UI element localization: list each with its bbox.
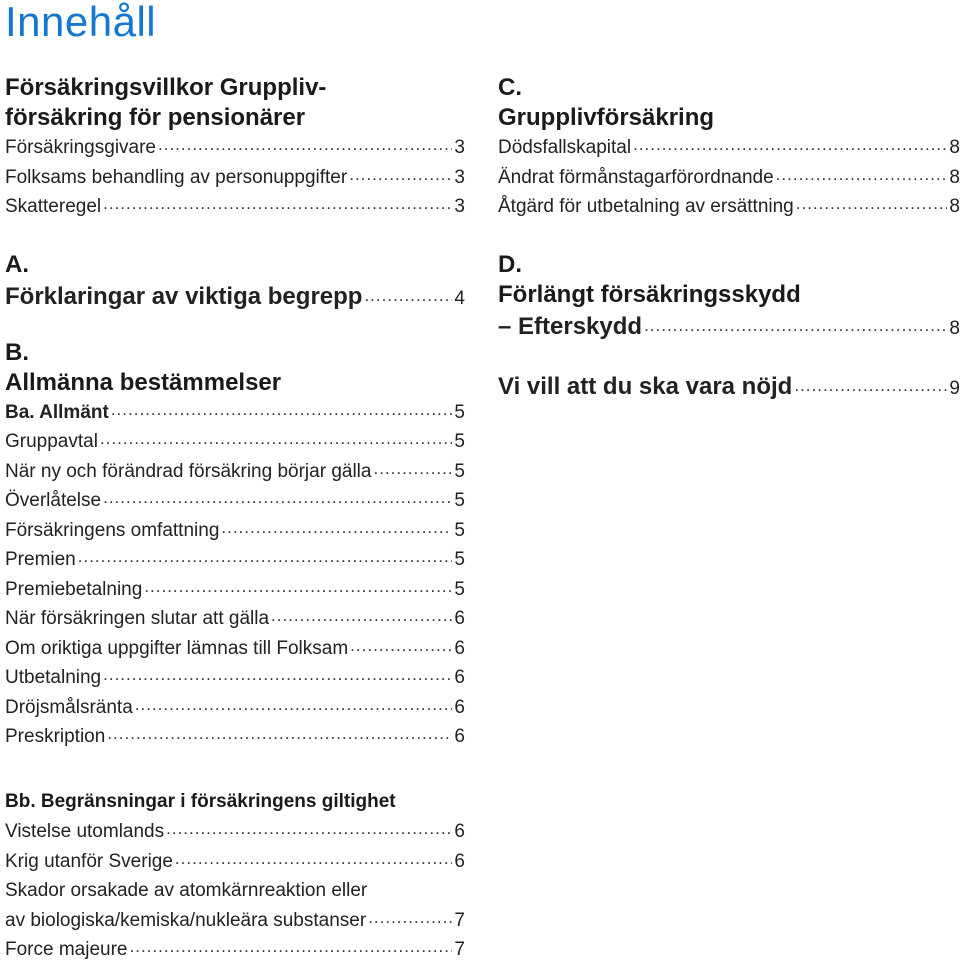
section-a-letter: A. [5,250,29,278]
page-title: Innehåll [5,0,157,45]
toc-entry-page: 3 [454,166,465,188]
section-b-letter: B. [5,338,29,366]
intro-heading-line-1: Försäkringsvillkor Gruppliv- [5,74,327,101]
toc-entry-page: 5 [454,549,465,570]
toc-entry-page: 5 [454,490,465,511]
toc-entry-premien[interactable] [5,545,465,575]
dot-leader [364,280,452,304]
section-d-title-line2: – Efterskydd [498,312,643,340]
section-a-title: Förklaringar av viktiga begrepp [5,282,363,310]
toc-entry-page: 8 [949,317,960,339]
toc-entry-premiebetalning[interactable] [5,575,465,605]
toc-entry-atomkarnreaktion[interactable] [5,906,465,936]
toc-entry-ny-forsakring[interactable] [5,457,465,487]
toc-entry-page: 6 [454,637,465,659]
dot-leader [103,664,452,683]
toc-entry-page: 6 [454,850,465,872]
toc-entry-label: Gruppavtal [5,431,98,452]
toc-entry-atomkarnreaktion-line1: Skador orsakade av atomkärnreaktion eller [5,880,368,901]
dot-leader [130,936,453,955]
toc-entry-page: 6 [454,667,465,688]
toc-entry-label: När ny och förändrad försäkring börjar gälla [5,460,372,482]
toc-entry-label: Dödsfallskapital [498,137,632,158]
toc-entry-ba-allmant[interactable] [5,398,465,428]
dot-leader [103,487,452,506]
toc-entry-overlatelse[interactable] [5,486,465,516]
toc-entry-drojsmalsranta[interactable] [5,693,465,723]
toc-entry-page: 5 [454,460,465,482]
toc-entry-page: 5 [454,519,465,541]
toc-entry-page: 6 [454,726,465,747]
toc-entry-label: Ba. Allmänt [5,401,109,423]
toc-entry-personuppgifter[interactable] [5,163,465,193]
dot-leader [107,723,452,742]
toc-entry-oriktiga-uppgifter[interactable] [5,634,465,664]
toc-right-column [498,73,960,404]
toc-entry-page: 9 [949,377,960,399]
toc-entry-label: av biologiska/kemiska/nukleära substanser [5,909,367,931]
dot-leader [103,193,452,212]
dot-leader [776,164,948,183]
toc-entry-label: Överlåtelse [5,490,102,511]
dot-leader [144,576,452,595]
toc-entry-page: 5 [454,401,465,423]
toc-entry-label: Försäkringsgivare [5,137,156,158]
section-b-title: Allmänna bestämmelser [5,368,282,396]
toc-entry-atgard-utbetalning[interactable] [498,192,960,222]
toc-entry-formanstagare[interactable] [498,163,960,193]
dot-leader [78,546,453,565]
toc-entry-force-majeure[interactable] [5,935,465,965]
toc-entry-label: Om oriktiga uppgifter lämnas till Folksam [5,637,349,659]
toc-entry-dodsfallskapital[interactable] [498,133,960,163]
toc-entry-label: Premiebetalning [5,578,143,600]
dot-leader [350,635,452,654]
dot-leader [111,399,453,418]
toc-entry-label: Folksams behandling av personuppgifter [5,166,348,188]
dot-leader [271,605,452,624]
toc-entry-slutar-galla[interactable] [5,604,465,634]
toc-entry-label: Försäkringens omfattning [5,519,220,541]
toc-entry-section-a[interactable] [5,280,465,314]
toc-entry-forsakringsgivare[interactable] [5,133,465,163]
toc-entry-page: 3 [454,137,465,158]
section-c-title: Grupplivförsäkring [498,104,715,131]
section-c-letter: C. [498,74,522,101]
toc-entry-label: Preskription [5,726,106,747]
dot-leader [796,193,948,212]
dot-leader [158,134,452,153]
toc-entry-label: Skatteregel [5,196,102,217]
intro-heading-line-2: försäkring för pensionärer [5,104,306,131]
toc-entry-label: Ändrat förmånstagarförordnande [498,166,774,188]
toc-entry-label: Premien [5,549,76,570]
section-d-title-line1: Förlängt försäkringsskydd [498,280,801,308]
toc-entry-label: Dröjsmålsränta [5,696,133,718]
intro-heading [5,73,465,133]
toc-entry-krig[interactable] [5,847,465,877]
toc-entry-gruppavtal[interactable] [5,427,465,457]
toc-entry-page: 5 [454,431,465,452]
toc-entry-page: 5 [454,578,465,600]
toc-entry-label: Åtgärd för utbetalning av ersättning [498,196,794,217]
toc-entry-page: 8 [949,166,960,188]
toc-entry-vistelse-utomlands[interactable] [5,817,465,847]
toc-entry-page: 3 [454,196,465,217]
toc-entry-page: 7 [454,939,465,960]
dot-leader [644,310,947,334]
toc-entry-page: 6 [454,696,465,718]
dot-leader [100,428,452,447]
dot-leader [794,370,947,394]
toc-entry-utbetalning[interactable] [5,663,465,693]
toc-entry-page: 4 [454,287,465,309]
toc-left-column [5,73,465,752]
toc-entry-omfattning[interactable] [5,516,465,546]
section-d-letter: D. [498,250,522,278]
dot-leader [221,517,452,536]
toc-entry-page: 6 [454,608,465,629]
toc-entry-skatteregel[interactable] [5,192,465,222]
toc-entry-page: 7 [454,909,465,931]
toc-entry-page: 8 [949,196,960,217]
dot-leader [175,848,453,867]
toc-left-bottom-block [5,787,465,965]
dot-leader [368,907,452,926]
dot-leader [135,694,453,713]
toc-entry-label: Force majeure [5,939,128,960]
toc-entry-page: 6 [454,821,465,842]
toc-entry-efterskydd[interactable] [498,310,960,344]
closing-label: Vi vill att du ska vara nöjd [498,372,793,400]
toc-entry-label: Utbetalning [5,667,102,688]
dot-leader [633,134,947,153]
dot-leader [373,458,452,477]
toc-entry-page: 8 [949,137,960,158]
toc-entry-label: Vistelse utomlands [5,821,165,842]
toc-entry-label: När försäkringen slutar att gälla [5,608,270,629]
section-bb-heading: Bb. Begränsningar i försäkringens giltighet [5,791,396,812]
toc-entry-label: Krig utanför Sverige [5,850,173,872]
toc-entry-vi-vill-att-du-ska-vara-nojd[interactable] [498,370,960,404]
dot-leader [349,164,452,183]
dot-leader [166,818,452,837]
toc-entry-preskription[interactable] [5,722,465,752]
